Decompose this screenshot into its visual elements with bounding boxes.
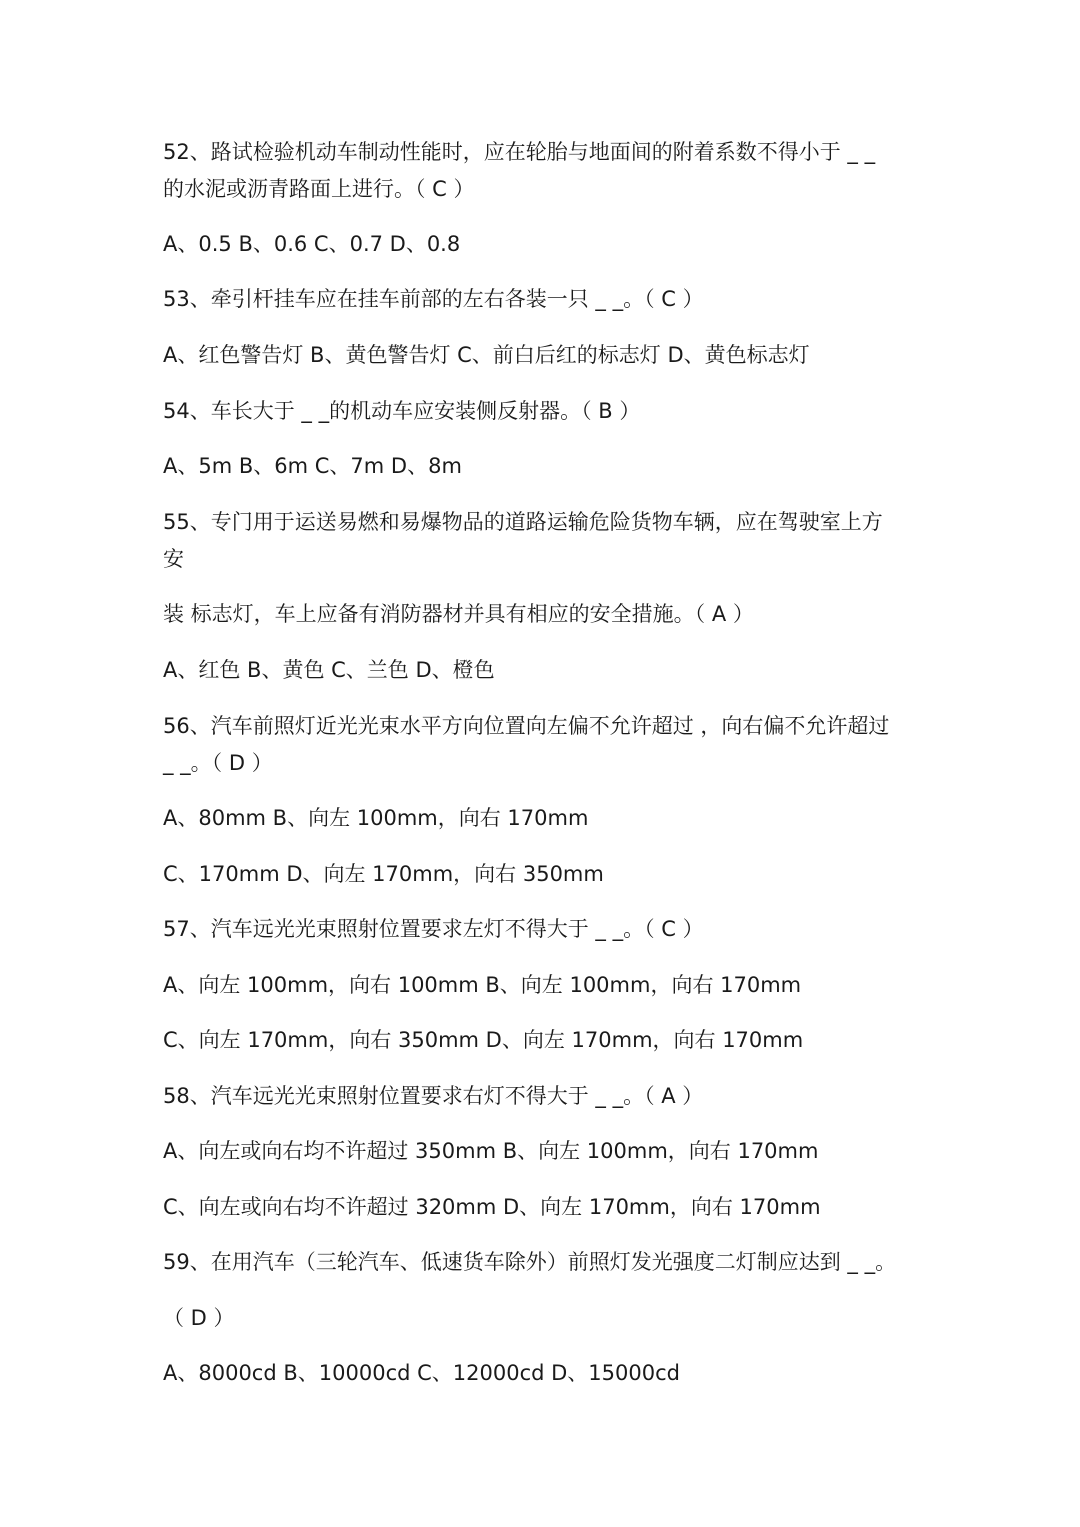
question-58-options-1: A、向左或向右均不许超过 350mm B、向左 100mm，向右 170mm xyxy=(163,1139,819,1163)
question-53-options: A、红色警告灯 B、黄色警告灯 C、前白后红的标志灯 D、黄色标志灯 xyxy=(163,343,810,367)
question-58: 58、汽车远光光束照射位置要求右灯不得大于 _ _。（ A ） xyxy=(163,1084,704,1108)
question-55-options: A、红色 B、黄色 C、兰色 D、橙色 xyxy=(163,658,495,682)
question-55-line-2: 安 xyxy=(163,547,184,571)
question-59-options: A、8000cd B、10000cd C、12000cd D、15000cd xyxy=(163,1361,680,1385)
question-56-line-2: _ _。（ D ） xyxy=(163,751,273,775)
question-55-line-1: 55、专门用于运送易燃和易爆物品的道路运输危险货物车辆，应在驾驶室上方 xyxy=(163,510,883,534)
question-57: 57、汽车远光光束照射位置要求左灯不得大于 _ _。（ C ） xyxy=(163,917,704,941)
question-54-options: A、5m B、6m C、7m D、8m xyxy=(163,454,462,478)
question-56-options-1: A、80mm B、向左 100mm，向右 170mm xyxy=(163,806,589,830)
question-56-options-2: C、170mm D、向左 170mm，向右 350mm xyxy=(163,862,604,886)
question-55-line-3: 装 标志灯，车上应备有消防器材并具有相应的安全措施。（ A ） xyxy=(163,602,754,626)
question-52-line-1: 52、路试检验机动车制动性能时，应在轮胎与地面间的附着系数不得小于 _ _ xyxy=(163,140,876,164)
question-58-options-2: C、向左或向右均不许超过 320mm D、向左 170mm，向右 170mm xyxy=(163,1195,821,1219)
question-52-line-2: 的水泥或沥青路面上进行。（ C ） xyxy=(163,177,475,201)
question-59-line-2: （ D ） xyxy=(163,1306,235,1330)
question-53: 53、牵引杆挂车应在挂车前部的左右各装一只 _ _。（ C ） xyxy=(163,287,704,311)
question-56-line-1: 56、汽车前照灯近光光束水平方向位置向左偏不允许超过 ，向右偏不允许超过 xyxy=(163,714,890,738)
question-57-options-2: C、向左 170mm，向右 350mm D、向左 170mm，向右 170mm xyxy=(163,1028,804,1052)
question-52-options: A、0.5 B、0.6 C、0.7 D、0.8 xyxy=(163,232,461,256)
question-54: 54、车长大于 _ _的机动车应安装侧反射器。（ B ） xyxy=(163,399,641,423)
question-59-line-1: 59、在用汽车（三轮汽车、低速货车除外）前照灯发光强度二灯制应达到 _ _。 xyxy=(163,1250,897,1274)
question-57-options-1: A、向左 100mm，向右 100mm B、向左 100mm，向右 170mm xyxy=(163,973,802,997)
